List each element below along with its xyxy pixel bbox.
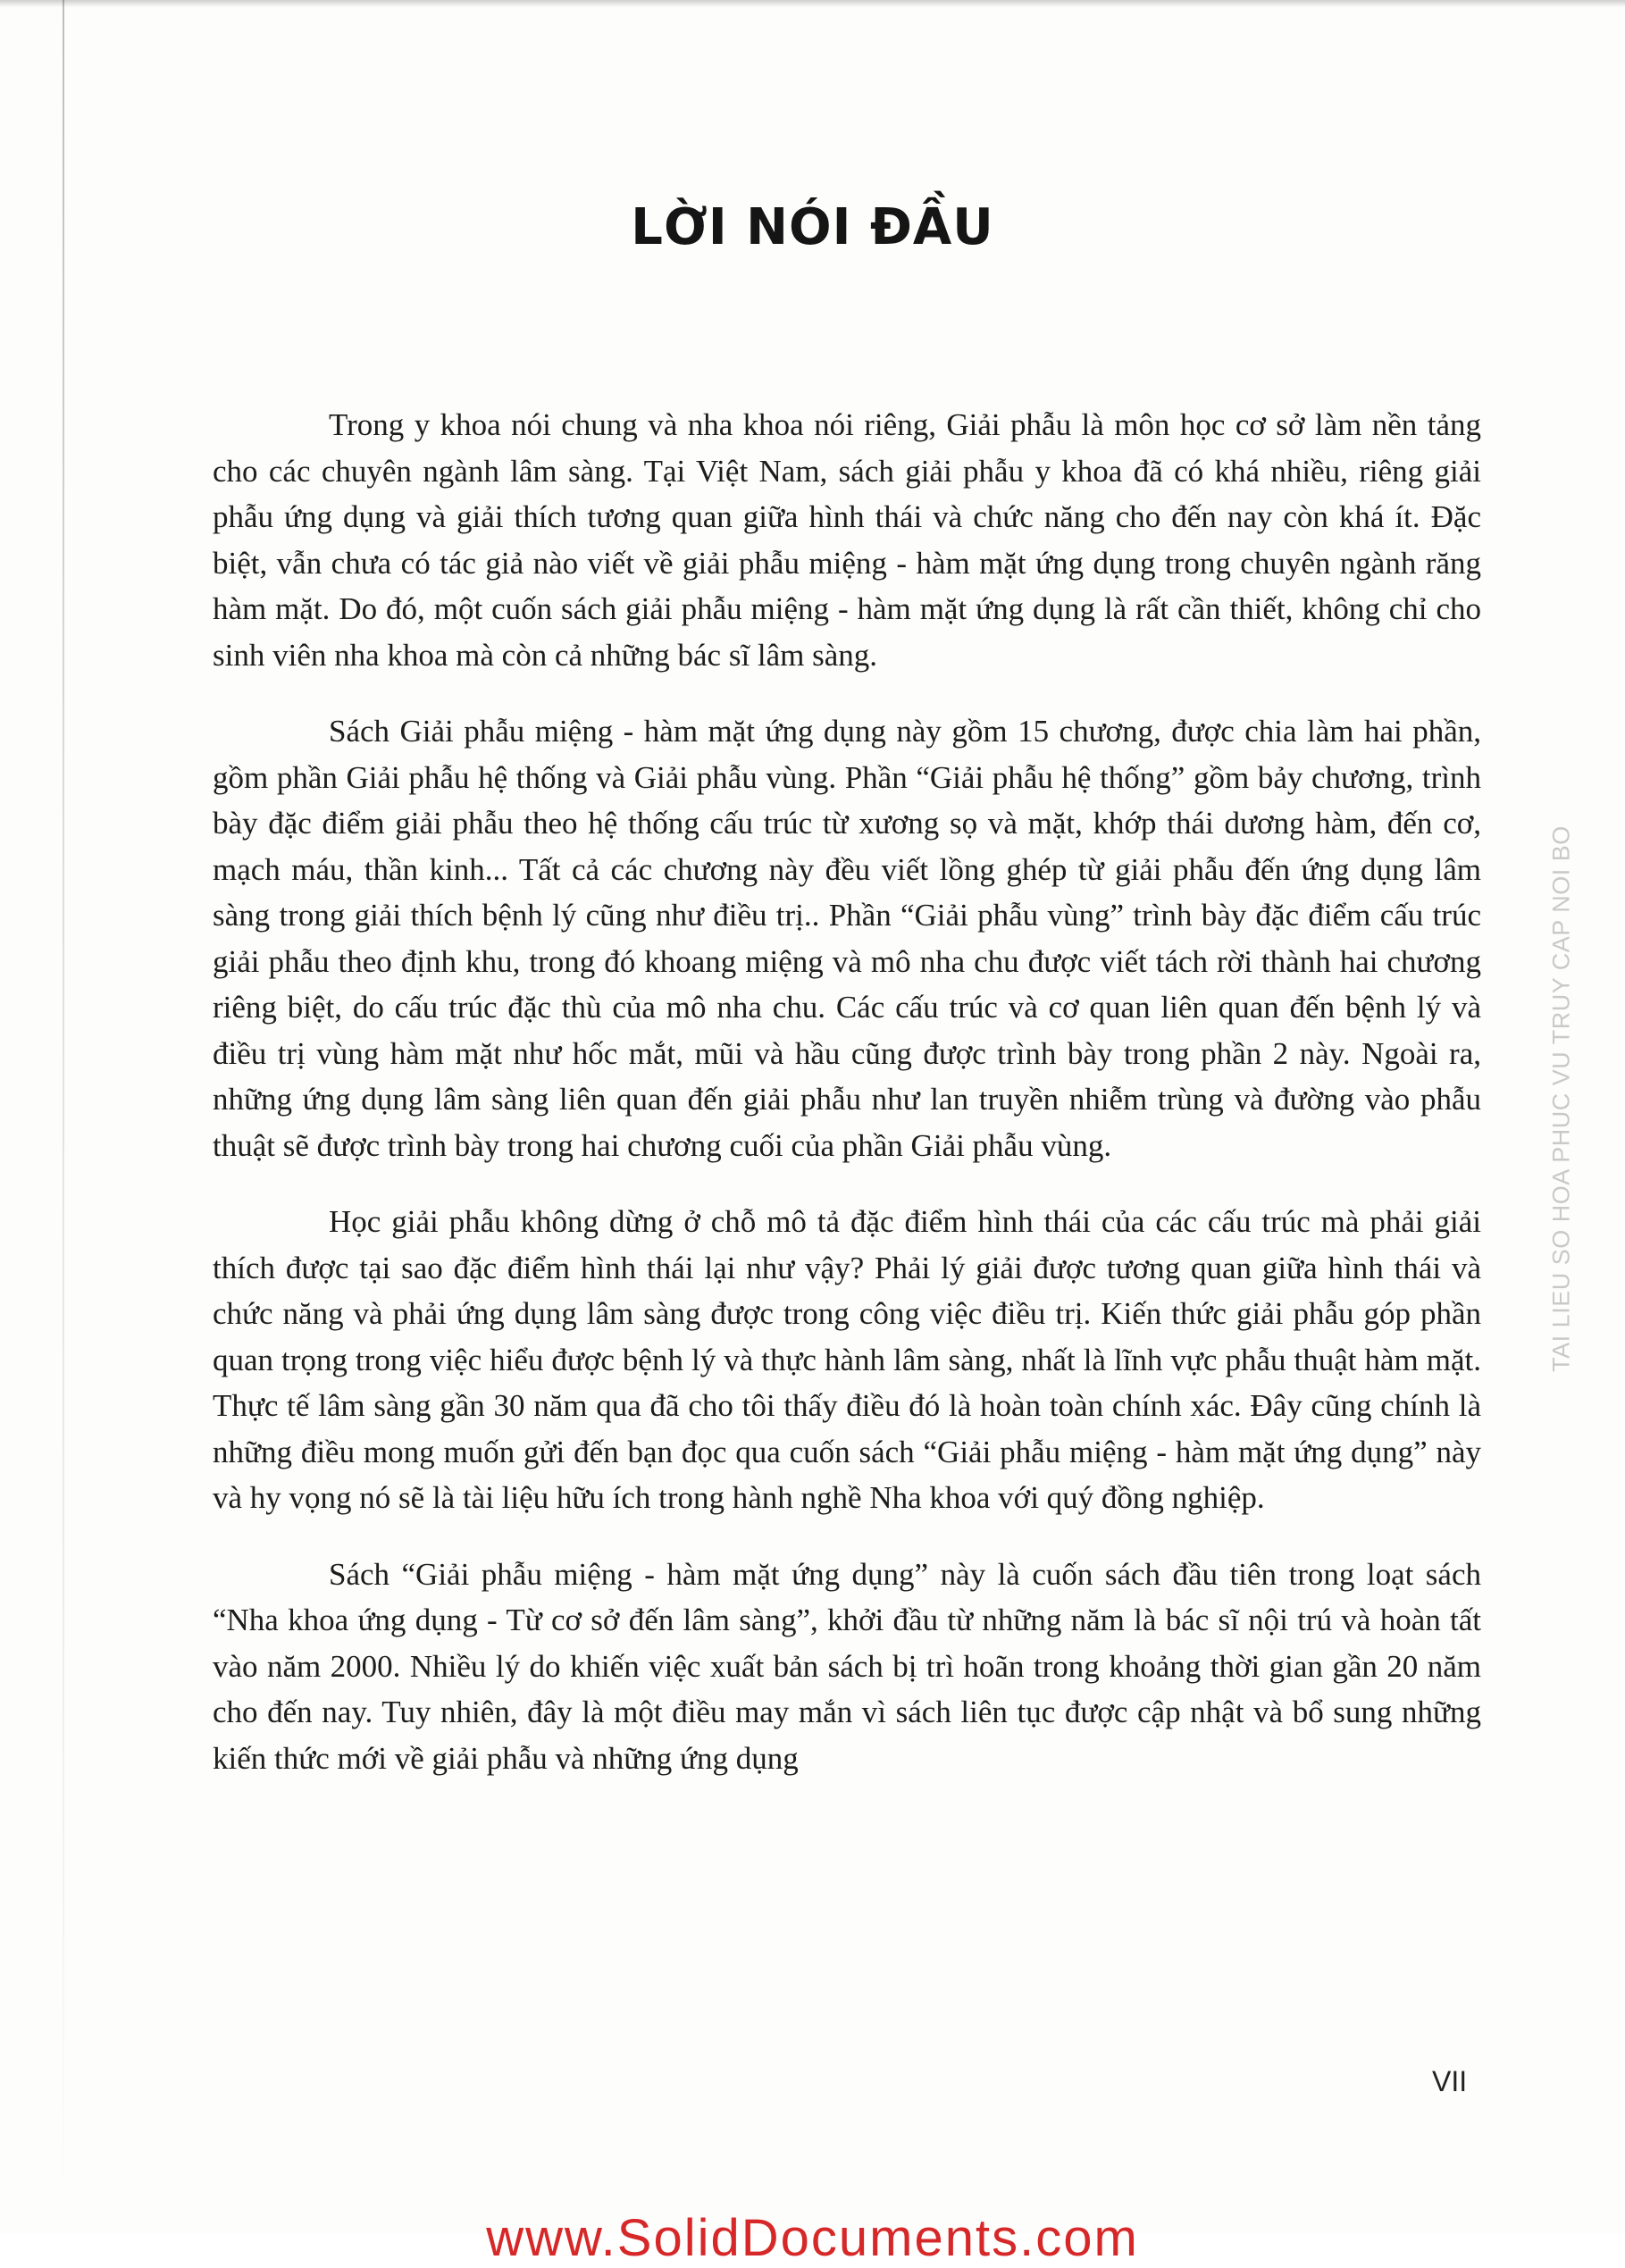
scan-left-edge <box>63 0 64 2233</box>
paragraph: Trong y khoa nói chung và nha khoa nói riêng, Giải phẫu là môn học cơ sở làm nền tảng cho các chuyên ngành lâm sàng. Tại Việt Nam, sách giải phẫu y khoa đã có khá nhiều, riêng giải phẫu ứng dụng và giải thích tương quan giữa hình thái và chức năng cho đến nay còn khá ít. Đặc biệt, vẫn chưa có tác giả nào viết về giải phẫu miệng - hàm mặt ứng dụng trong chuyên ngành răng hàm mặt. Do đó, một cuốn sách giải phẫu miệng - hàm mặt ứng dụng là rất cần thiết, không chỉ cho sinh viên nha khoa mà còn cả những bác sĩ lâm sàng. <box>213 407 1481 673</box>
side-watermark: TAI LIEU SO HOA PHUC VU TRUY CAP NOI BO <box>1547 825 1575 1372</box>
paragraph: Sách Giải phẫu miệng - hàm mặt ứng dụng này gồm 15 chương, được chia làm hai phần, gồm phần Giải phẫu hệ thống và Giải phẫu vùng. Phần “Giải phẫu hệ thống” gồm bảy chương, trình bày đặc điểm giải phẫu theo hệ thống cấu trúc từ xương sọ và mặt, khớp thái dương hàm, đến cơ, mạch máu, thần kinh... Tất cả các chương này đều viết lồng ghép từ giải phẫu đến ứng dụng lâm sàng trong giải thích bệnh lý cũng như điều trị.. Phần “Giải phẫu vùng” trình bày đặc điểm cấu trúc giải phẫu theo định khu, trong đó khoang miệng và mô nha chu được viết tách rời thành hai chương riêng biệt, do cấu trúc đặc thù của mô nha chu. Các cấu trúc và cơ quan liên quan đến bệnh lý và điều trị vùng hàm mặt như hốc mắt, mũi và hầu cũng được trình bày trong phần 2 này. Ngoài ra, những ứng dụng lâm sàng liên quan đến giải phẫu như lan truyền nhiễm trùng và đường vào phẫu thuật sẽ được trình bày trong hai chương cuối của phần Giải phẫu vùng. <box>213 714 1481 1163</box>
bottom-watermark: www.SolidDocuments.com <box>486 2209 1139 2267</box>
page-title: LỜI NÓI ĐẦU <box>631 198 994 256</box>
paragraph: Sách “Giải phẫu miệng - hàm mặt ứng dụng” này là cuốn sách đầu tiên trong loạt sách “Nha khoa ứng dụng - Từ cơ sở đến lâm sàng”, khởi đầu từ những năm là bác sĩ nội trú và hoàn tất vào năm 2000. Nhiều lý do khiến việc xuất bản sách bị trì hoãn trong khoảng thời gian gần 20 năm cho đến nay. Tuy nhiên, đây là một điều may mắn vì sách liên tục được cập nhật và bổ sung những kiến thức mới về giải phẫu và những ứng dụng <box>213 1556 1481 1776</box>
paragraph: Học giải phẫu không dừng ở chỗ mô tả đặc điểm hình thái của các cấu trúc mà phải giải thích được tại sao đặc điểm hình thái lại như vậy? Phải lý giải được tương quan giữa hình thái và chức năng và phải ứng dụng lâm sàng được trong công việc điều trị. Kiến thức giải phẫu góp phần quan trọng trong việc hiểu được bệnh lý và thực hành lâm sàng, nhất là lĩnh vực phẫu thuật hàm mặt. Thực tế lâm sàng gần 30 năm qua đã cho tôi thấy điều đó là hoàn toàn chính xác. Đây cũng chính là những điều mong muốn gửi đến bạn đọc qua cuốn sách “Giải phẫu miệng - hàm mặt ứng dụng” này và hy vọng nó sẽ là tài liệu hữu ích trong hành nghề Nha khoa với quý đồng nghiệp. <box>213 1204 1481 1515</box>
body-text <box>213 402 1481 1812</box>
page-number: VII <box>1432 2065 1468 2097</box>
scan-top-edge <box>0 0 1625 7</box>
